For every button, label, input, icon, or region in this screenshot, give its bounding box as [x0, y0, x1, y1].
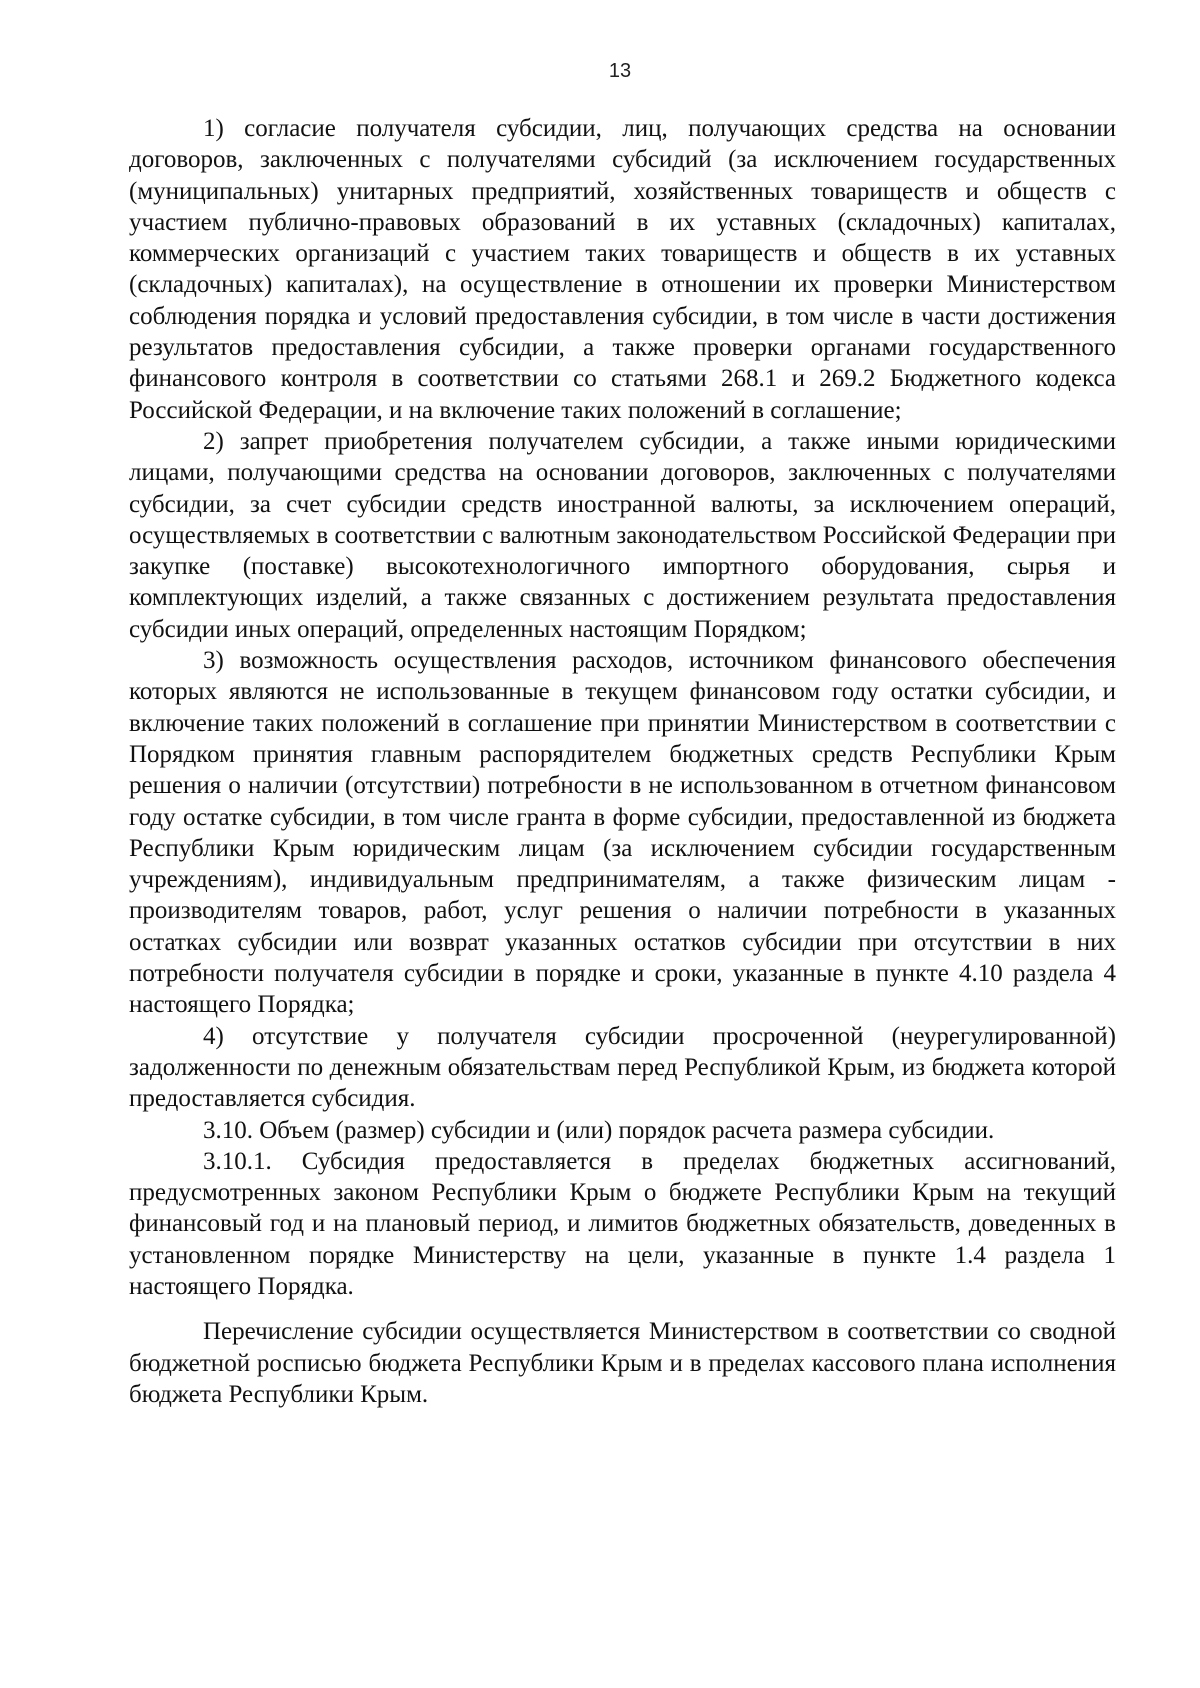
page-number: 13 [608, 60, 632, 82]
paragraph-section-3-10: 3.10. Объем (размер) субсидии и (или) порядок расчета размера субсидии. [203, 1116, 995, 1144]
paragraph-transfer: Перечисление субсидии осуществляется Министерством в соответствии со сводной бюджетной росписью бюджета Республики Крым и в пределах кассового плана исполнения бюджета Республики Крым. [129, 1318, 1116, 1408]
paragraph-unused-balances: 3) возможность осуществления расходов, источником финансового обеспечения которых являются не использованные в текущем финансовом году остатки субсидии, и включение таких положений в соглашение при принятии Министерством в соответствии с Порядком принятия главным распорядителем бюджетных средств Республики Крым решения о наличии (отсутствии) потребности в не использованном в отчетном финансовом году остатке субсидии, в том числе гранта в форме субсидии, предоставленной из бюджета Республики Крым юридическим лицам (за исключением субсидии государственным учреждениям), индивидуальным предпринимателям, а также физическим лицам - производителям товаров, работ, услуг решения о наличии потребности в указанных остатках субсидии или возврат указанных остатков субсидии при отсутствии в них потребности получателя субсидии в порядке и сроки, указанные в пункте 4.10 раздела 4 настоящего Порядка; [129, 647, 1116, 1019]
paragraph-currency-ban: 2) запрет приобретения получателем субсидии, а также иными юридическими лицами, получающими средства на основании договоров, заключенных с получателями субсидии, за счет субсидии средств иностранной валюты, за исключением операций, осуществляемых в соответствии с валютным законодательством Российской Федерации при закупке (поставке) высокотехнологичного импортного оборудования, сырья и комплектующих изделий, а также связанных с достижением результата предоставления субсидии иных операций, определенных настоящим Порядком; [129, 427, 1116, 643]
paragraph-consent: 1) согласие получателя субсидии, лиц, получающих средства на основании договоров, заключенных с получателями субсидий (за исключением государственных (муниципальных) унитарных предприятий, хозяйственных товариществ и обществ с участием публично-правовых образований в их уставных (складочных) капиталах, коммерческих организаций с участием таких товариществ и обществ в их уставных (складочных) капиталах), на осуществление в отношении их проверки Министерством соблюдения порядка и условий предоставления субсидии, в том числе в части достижения результатов предоставления субсидии, а также проверки органами государственного финансового контроля в соответствии со статьями 268.1 и 269.2 Бюджетного кодекса Российской Федерации, и на включение таких положений в соглашение; [129, 115, 1116, 424]
paragraph-no-debt: 4) отсутствие у получателя субсидии просроченной (неурегулированной) задолженности по денежным обязательствам перед Республикой Крым, из бюджета которой предоставляется субсидия. [129, 1022, 1116, 1113]
paragraph-section-3-10-1: 3.10.1. Субсидия предоставляется в пределах бюджетных ассигнований, предусмотренных законом Республики Крым о бюджете Республики Крым на текущий финансовый год и на плановый период, и лимитов бюджетных обязательств, доведенных в установленном порядке Министерству на цели, указанные в пункте 1.4 раздела 1 настоящего Порядка. [129, 1147, 1116, 1300]
document-body [129, 113, 1116, 1410]
